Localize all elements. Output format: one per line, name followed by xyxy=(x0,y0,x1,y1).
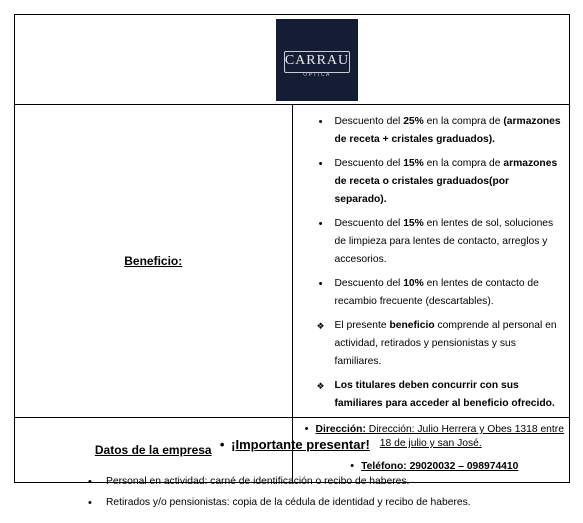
benefits-label: Beneficio: xyxy=(124,253,183,268)
requirement-item: • Retirados y/o pensionistas: copia de la cédula de identidad y recibo de haberes. xyxy=(88,497,471,509)
benefit-item: • Descuento del 15% en la compra de armazones de receta o cristales graduados(por separado). xyxy=(315,155,562,209)
phone-value: 29020032 – 098974410 xyxy=(406,461,519,472)
benefit-item: • Descuento del 10% en lentes de contacto de recambio frecuente (descartables). xyxy=(315,275,562,311)
requirements-list xyxy=(86,475,471,517)
benefit-item: ❖ Los titulares deben concurrir con sus familiares para acceder al beneficio ofrecido. xyxy=(315,377,562,413)
logo-wordmark: CARRAU xyxy=(284,52,350,68)
company-label: Datos de la empresa xyxy=(94,442,212,457)
benefit-item: ❖ El presente beneficio comprende al personal en actividad, retirados y pensionistas y sus familiares. xyxy=(315,317,562,371)
important-title: ¡Importante presentar! xyxy=(231,437,370,452)
benefits-content-cell xyxy=(292,105,570,418)
logo-subtitle: OPTICA xyxy=(303,71,331,78)
logo-cell xyxy=(15,15,570,105)
bullet-icon: • xyxy=(318,158,323,170)
bullet-icon: • xyxy=(318,278,323,290)
benefits-table xyxy=(14,14,570,483)
bullet-icon: • xyxy=(219,437,225,452)
diamond-bullet-icon: ❖ xyxy=(316,381,325,391)
address-label: Dirección: xyxy=(315,424,366,435)
bullet-icon: • xyxy=(318,218,323,230)
bullet-icon: • xyxy=(88,497,92,509)
address-value: Dirección: Julio Herrera y Obes 1318 entre 18 de julio y san José. xyxy=(365,424,564,449)
benefits-row xyxy=(15,105,570,418)
bullet-icon: • xyxy=(318,116,323,128)
carrau-logo xyxy=(276,19,358,101)
bullet-icon: • xyxy=(304,423,309,435)
bullet-icon: • xyxy=(88,476,92,488)
diamond-bullet-icon: ❖ xyxy=(316,321,325,331)
important-heading xyxy=(0,436,583,454)
benefit-item: • Descuento del 15% en lentes de sol, soluciones de limpieza para lentes de contacto, arreglos y accesorios. xyxy=(315,215,562,269)
company-phone xyxy=(293,459,570,474)
phone-label: Teléfono: xyxy=(361,461,407,472)
requirement-item: • Personal en actividad: carné de identificación o recibo de haberes. xyxy=(88,476,410,488)
bullet-icon: • xyxy=(350,460,355,472)
logo-row xyxy=(15,15,570,105)
benefits-label-cell xyxy=(15,105,293,418)
benefits-list xyxy=(293,105,570,417)
benefit-item: • Descuento del 25% en la compra de (armazones de receta + cristales graduados). xyxy=(315,113,562,149)
